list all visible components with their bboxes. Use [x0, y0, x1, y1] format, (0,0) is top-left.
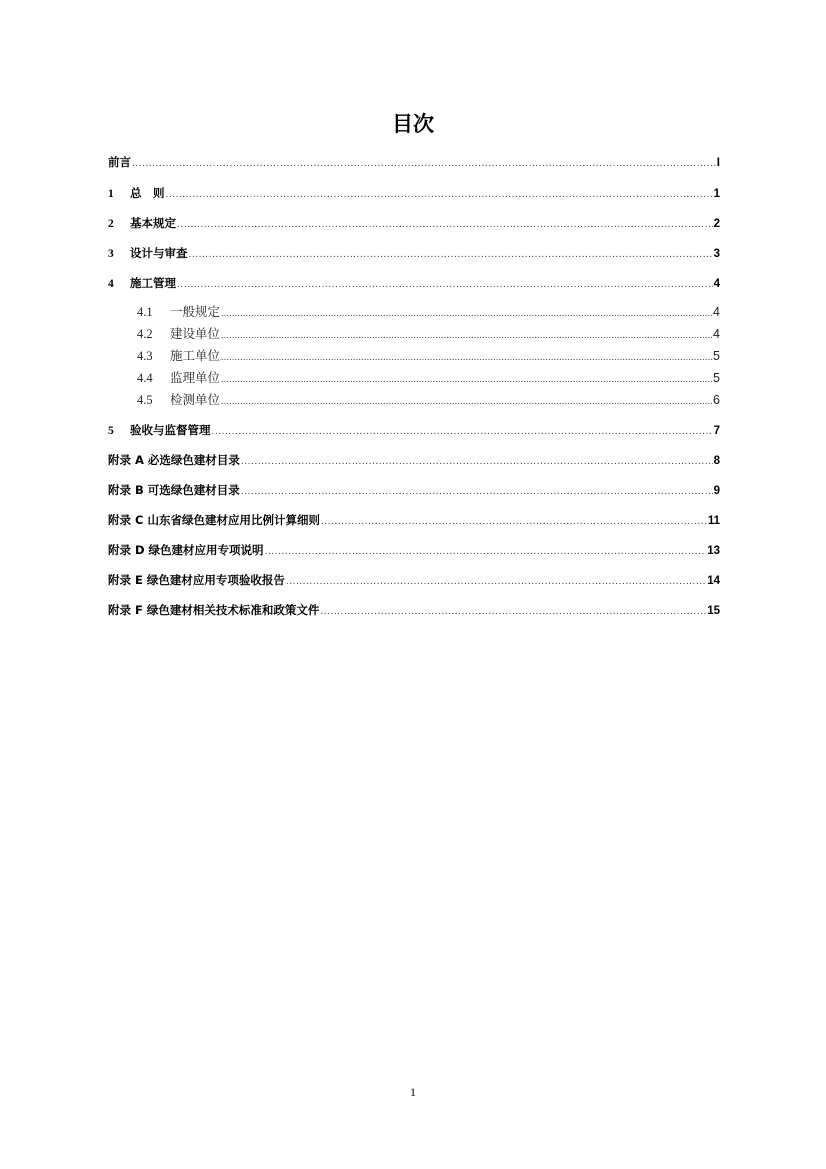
toc-entry-page: 6	[713, 393, 720, 407]
toc-entry-label: 基本规定	[130, 216, 176, 230]
toc-entry[interactable]	[108, 511, 720, 529]
toc-entry[interactable]	[108, 153, 720, 171]
toc-entry-label: 设计与审查	[130, 246, 188, 260]
toc-entry-number: 4	[108, 278, 114, 290]
toc-entry[interactable]	[108, 481, 720, 499]
toc-entry-page: 14	[707, 575, 720, 587]
toc-entry-label: 附录 D 绿色建材应用专项说明	[108, 543, 264, 557]
toc-entry[interactable]	[137, 391, 720, 409]
toc-entry-label: 附录 B 可选绿色建材目录	[108, 483, 240, 497]
dot-leader	[221, 304, 712, 322]
toc-entry-page: 4	[713, 278, 720, 290]
toc-entry-number: 2	[108, 218, 114, 230]
dot-leader	[241, 453, 713, 471]
dot-leader	[221, 326, 712, 344]
toc-entry[interactable]	[137, 347, 720, 365]
dot-leader	[241, 483, 713, 501]
toc-entry[interactable]	[108, 571, 720, 589]
dot-leader	[221, 348, 712, 366]
toc-entry-number: 4.3	[137, 349, 153, 363]
dot-leader	[265, 543, 707, 561]
toc-entry-page: 2	[713, 218, 720, 230]
toc-entry[interactable]	[108, 274, 720, 292]
toc-entry-label: 监理单位	[170, 371, 221, 385]
toc-entry-label: 前言	[108, 155, 131, 169]
toc-entry-number: 3	[108, 248, 114, 260]
toc-entry-page: 7	[713, 425, 720, 437]
dot-leader	[177, 216, 713, 234]
toc-entry-number: 5	[108, 425, 114, 437]
toc-entry-label: 验收与监督管理	[130, 423, 211, 437]
toc-entry-page: 5	[713, 349, 720, 363]
toc-entry-label: 附录 F 绿色建材相关技术标准和政策文件	[108, 603, 320, 617]
toc-entry-label: 附录 A 必选绿色建材目录	[108, 453, 240, 467]
toc-entry-page: 5	[713, 371, 720, 385]
toc-entry-page: 1	[713, 188, 720, 200]
toc-entry-number: 1	[108, 188, 114, 200]
toc-entry-page: 4	[713, 327, 720, 341]
toc-entry[interactable]	[108, 451, 720, 469]
toc-entry[interactable]	[108, 421, 720, 439]
dot-leader	[189, 246, 713, 264]
toc-entry-label: 施工单位	[170, 349, 221, 363]
toc-entry[interactable]	[108, 184, 720, 202]
dot-leader	[132, 155, 716, 173]
dot-leader	[321, 513, 707, 531]
toc-entry[interactable]	[108, 541, 720, 559]
toc-entry-page: I	[716, 157, 720, 169]
dot-leader	[286, 573, 706, 591]
toc-entry[interactable]	[108, 244, 720, 262]
dot-leader	[221, 392, 712, 410]
dot-leader	[177, 276, 713, 294]
toc-entry-label: 总 则	[130, 186, 165, 200]
toc-entry[interactable]	[137, 369, 720, 387]
dot-leader	[320, 603, 706, 621]
dot-leader	[212, 423, 713, 441]
toc-entry[interactable]	[108, 214, 720, 232]
toc-entry[interactable]	[108, 601, 720, 619]
toc-entry-number: 4.5	[137, 393, 153, 407]
toc-entry-page: 4	[713, 305, 720, 319]
page-number: 1	[410, 1085, 416, 1099]
toc-entry[interactable]	[137, 303, 720, 321]
toc-entry-label: 施工管理	[130, 276, 176, 290]
toc-entry-page: 15	[707, 605, 720, 617]
toc-entry-number: 4.4	[137, 371, 153, 385]
toc-entry-label: 附录 C 山东省绿色建材应用比例计算细则	[108, 513, 320, 527]
toc-entry-number: 4.1	[137, 305, 153, 319]
toc-entry-page: 11	[707, 515, 720, 527]
toc-entry-number: 4.2	[137, 327, 153, 341]
dot-leader	[221, 370, 712, 388]
toc-entry-label: 检测单位	[170, 393, 221, 407]
dot-leader	[166, 186, 713, 204]
toc-entry-page: 3	[713, 248, 720, 260]
toc-title: 目次	[392, 112, 434, 136]
toc-entry-page: 8	[713, 455, 720, 467]
toc-entry-label: 附录 E 绿色建材应用专项验收报告	[108, 573, 285, 587]
toc-entry-label: 建设单位	[170, 327, 221, 341]
toc-entry-page: 13	[707, 545, 720, 557]
toc-entry[interactable]	[137, 325, 720, 343]
toc-entry-label: 一般规定	[170, 305, 221, 319]
toc-entry-page: 9	[713, 485, 720, 497]
